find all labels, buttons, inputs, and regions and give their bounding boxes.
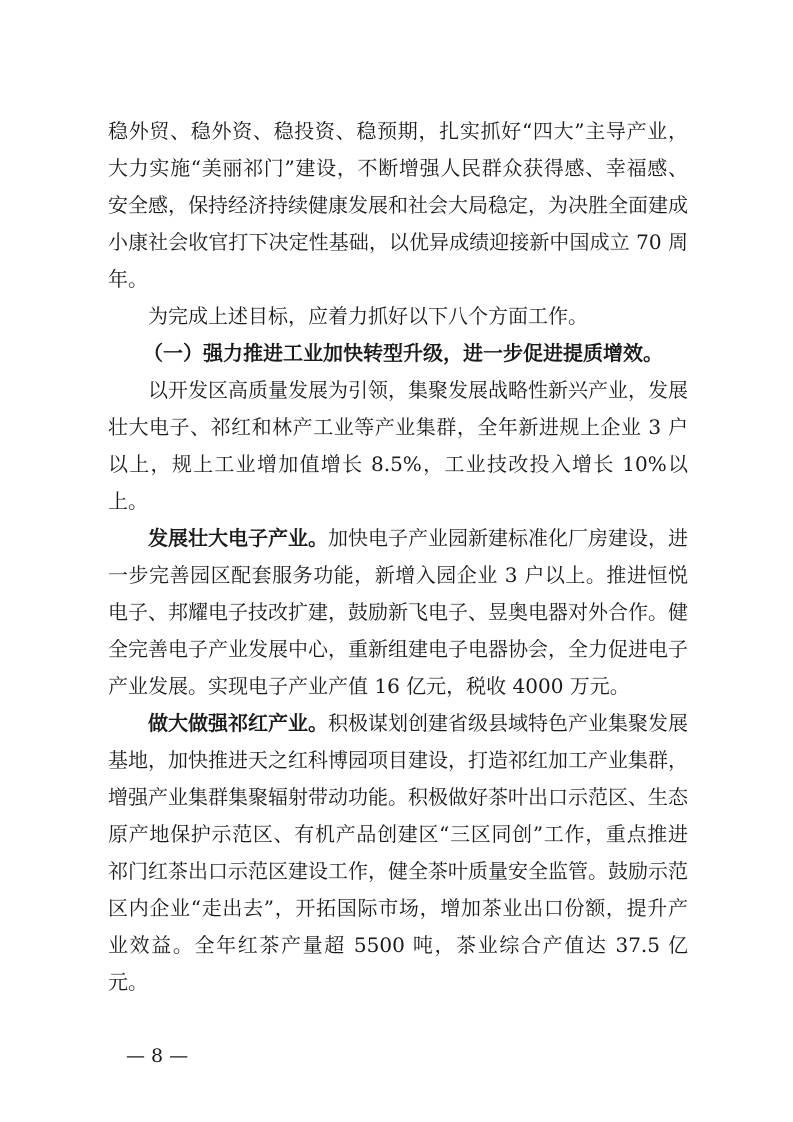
- paragraph-electronics: [108, 520, 688, 705]
- section-heading: （一）强力推进工业加快转型升级，进一步促进提质增效。: [143, 341, 663, 365]
- page-number: — 8 —: [126, 1045, 189, 1067]
- paragraph-lead-electronics: 发展壮大电子产业。: [148, 526, 328, 550]
- paragraph-overview: 以开发区高质量发展为引领，集聚发展战略性新兴产业，发展壮大电子、祁红和林产工业等产业集群，全年新进规上企业 3 户以上，规上工业增加值增长 8.5%，工业技改投入增长 10%以上。: [108, 378, 688, 513]
- paragraph-body-electronics: 加快电子产业园新建标准化厂房建设，进一步完善园区配套服务功能，新增入园企业 3 户以上。推进恒悦电子、邦耀电子技改扩建，鼓励新飞电子、昱奥电器对外合作。健全完善电子产业发展中心，重新组建电子电器协会，全力促进电子产业发展。实现电子产业产值 16 亿元，税收 4000 万元。: [108, 526, 688, 698]
- paragraph-intro: 为完成上述目标，应着力抓好以下八个方面工作。: [148, 304, 588, 328]
- paragraph-lead-tea: 做大做强祁红产业。: [148, 711, 328, 735]
- paragraph-continuation: 稳外贸、稳外资、稳投资、稳预期，扎实抓好“四大”主导产业，大力实施“美丽祁门”建设，不断增强人民群众获得感、幸福感、安全感，保持经济持续健康发展和社会大局稳定，为决胜全面建成小康社会收官打下决定性基础，以优异成绩迎接新中国成立 70 周年。: [108, 119, 688, 291]
- paragraph-tea: [108, 705, 688, 1001]
- document-body: [108, 113, 688, 1001]
- paragraph-body-tea: 积极谋划创建省级县域特色产业集聚发展基地，加快推进天之红科博园项目建设，打造祁红加工产业集群，增强产业集群集聚辐射带动功能。积极做好茶叶出口示范区、生态原产地保护示范区、有机产品创建区“三区同创”工作，重点推进祁门红茶出口示范区建设工作，健全茶叶质量安全监管。鼓励示范区内企业“走出去”，开拓国际市场，增加茶业出口份额，提升产业效益。全年红茶产量超 5500 吨，茶业综合产值达 37.5 亿元。: [108, 711, 688, 994]
